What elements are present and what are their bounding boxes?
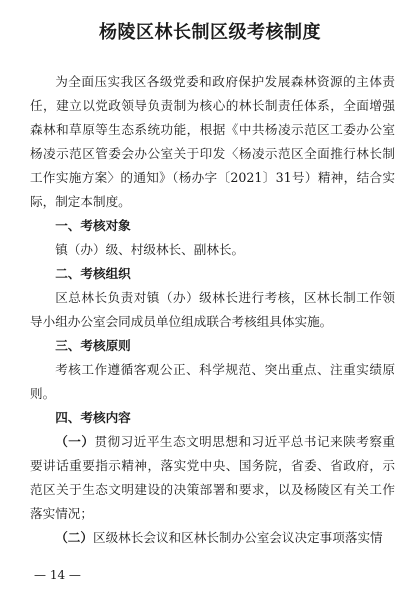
content-item-2 [30, 526, 395, 550]
section-heading-2: 二、考核组织 [55, 266, 131, 281]
content-item-1 [30, 430, 395, 526]
section-text-3: 考核工作遵循客观公正、科学规范、突出重点、注重实绩原则。 [30, 362, 395, 401]
content-item-2-label: （二） [55, 530, 93, 545]
section-heading-3: 三、考核原则 [55, 338, 131, 353]
content-item-1-label: （一） [55, 434, 95, 449]
section-text-2: 区总林长负责对镇（办）级林长进行考核，区林长制工作领导小组办公室会同成员单位组成联合考核组具体实施。 [30, 290, 395, 329]
section-heading-4: 四、考核内容 [55, 410, 131, 425]
intro-paragraph: 为全面压实我区各级党委和政府保护发展森林资源的主体责任，建立以党政领导负责制为核心的林长制责任体系，全面增强森林和草原等生态系统功能，根据《中共杨凌示范区工委办公室杨凌示范区管委会办公室关于印发〈杨凌示范区全面推行林长制工作实施方案〉的通知》（杨办字〔2021〕31号）精神，结合实际，制定本制度。 [30, 74, 395, 209]
document-body [30, 70, 395, 550]
content-item-1-text: 贯彻习近平生态文明思想和习近平总书记来陕考察重要讲话重要指示精神，落实党中央、国务院，省委、省政府，示范区关于生态文明建设的决策部署和要求，以及杨陵区有关工作落实情况； [30, 434, 396, 521]
content-item-2-text: 区级林长会议和区林长制办公室会议决定事项落实情 [92, 530, 383, 545]
page-number: — 14 — [34, 568, 81, 582]
section-text-1: 镇（办）级、村级林长、副林长。 [55, 242, 245, 257]
document-title: 杨陵区林长制区级考核制度 [99, 22, 321, 43]
section-heading-1: 一、考核对象 [55, 218, 131, 233]
